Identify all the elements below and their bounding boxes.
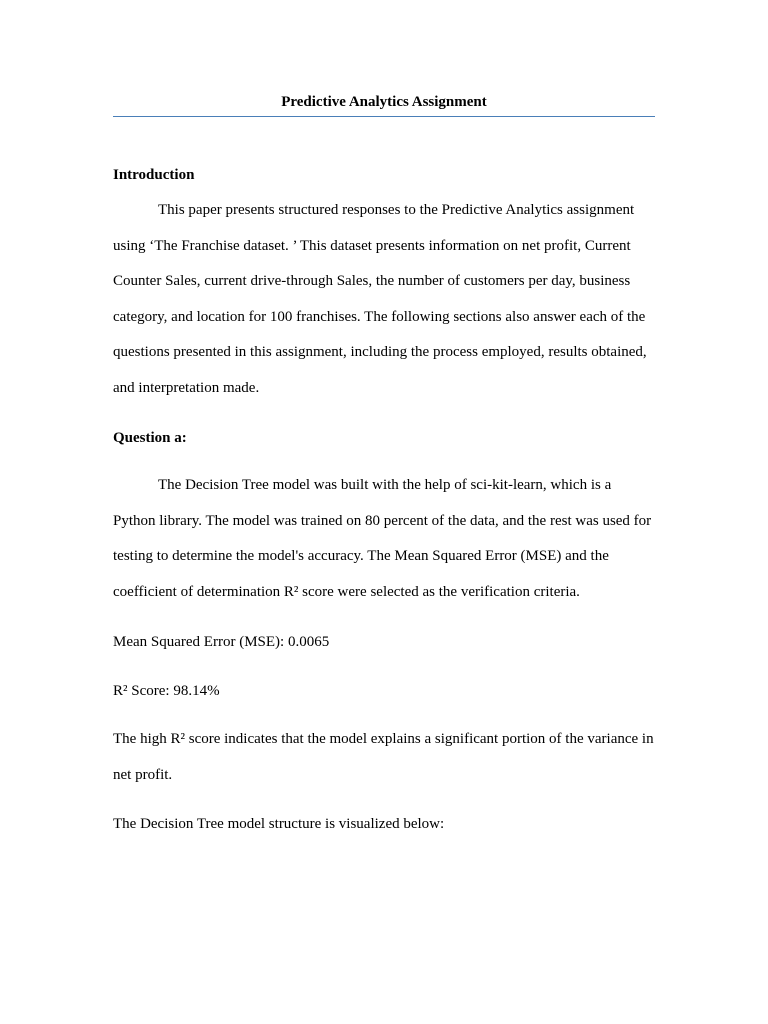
question-a-paragraph: The Decision Tree model was built with the help of sci-kit-learn, which is a Python library. The model was trained on 80 percent of the data, and the rest was used for testing to determine the model's accuracy. The Mean Squared Error (MSE) and the coefficient of determination R² score were selected as the verification criteria. [113,477,652,600]
mse-result: Mean Squared Error (MSE): 0.0065 [113,634,330,650]
title-underline [113,116,655,117]
visualization-note: The Decision Tree model structure is visualized below: [113,816,445,832]
interpretation-paragraph: The high R² score indicates that the model explains a significant portion of the variance in net profit. [113,731,654,783]
document-title: Predictive Analytics Assignment [281,94,487,110]
question-a-heading: Question a: [113,430,187,446]
r2-result: R² Score: 98.14% [113,683,220,699]
introduction-heading: Introduction [113,167,195,183]
introduction-paragraph: This paper presents structured responses to the Predictive Analytics assignment using ‘The Franchise dataset. ’ This dataset presents information on net profit, Current Counter Sales, current drive-through Sales, the number of customers per day, business category, and location for 100 franchises. The following sections also answer each of the questions presented in this assignment, including the process employed, results obtained, and interpretation made. [113,202,647,396]
